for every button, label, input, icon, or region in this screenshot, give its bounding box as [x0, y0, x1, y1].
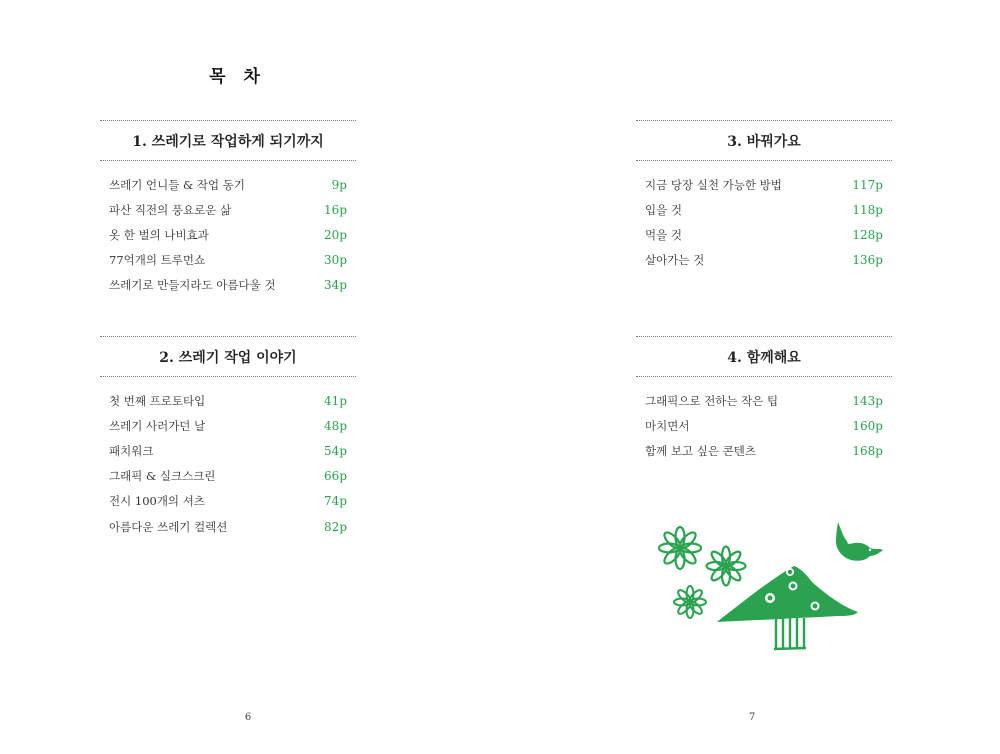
- entry-label: 그래픽 & 실크스크린: [109, 469, 216, 484]
- page-number-left: 6: [244, 712, 252, 723]
- toc-entry[interactable]: [100, 514, 356, 539]
- toc-entries: [100, 172, 356, 298]
- toc-entries: [636, 388, 892, 464]
- toc-entry[interactable]: [636, 222, 892, 247]
- section-title: 1. 쓰레기로 작업하게 되기까지: [100, 120, 356, 161]
- toc-entry[interactable]: [636, 388, 892, 413]
- entry-page: 117p: [852, 177, 883, 192]
- toc-section-3: [636, 120, 892, 273]
- entry-label: 지금 당장 실천 가능한 방법: [645, 177, 782, 192]
- entry-page: 41p: [324, 393, 347, 408]
- entry-page: 160p: [852, 418, 883, 433]
- entry-label: 입을 것: [645, 202, 682, 217]
- entry-page: 54p: [324, 443, 347, 458]
- toc-entries: [636, 172, 892, 273]
- toc-entries: [100, 388, 356, 539]
- toc-entry[interactable]: [100, 489, 356, 514]
- entry-label: 파산 직전의 풍요로운 삶: [109, 202, 232, 217]
- page-title: 목 차: [209, 67, 266, 87]
- entry-label: 77억개의 트루먼쇼: [109, 253, 206, 268]
- entry-page: 168p: [852, 443, 883, 458]
- entry-page: 34p: [324, 278, 347, 293]
- flower-icon: [707, 547, 746, 586]
- entry-label: 첫 번째 프로토타입: [109, 393, 206, 408]
- toc-section-2: [100, 336, 356, 539]
- illustration: [650, 512, 890, 662]
- page-number-right: 7: [748, 712, 756, 723]
- toc-entry[interactable]: [636, 172, 892, 197]
- entry-page: 30p: [324, 253, 347, 268]
- entry-label: 먹을 것: [645, 227, 682, 242]
- entry-label: 아름다운 쓰레기 컬렉션: [109, 519, 228, 534]
- flower-icon: [659, 527, 701, 569]
- entry-page: 118p: [852, 202, 883, 217]
- toc-entry[interactable]: [100, 273, 356, 298]
- flower-icon: [674, 586, 706, 618]
- toc-entry[interactable]: [636, 248, 892, 273]
- entry-page: 20p: [324, 227, 347, 242]
- entry-label: 패치워크: [109, 443, 154, 458]
- toc-section-4: [636, 336, 892, 464]
- entry-page: 9p: [331, 177, 347, 192]
- entry-page: 143p: [852, 393, 883, 408]
- entry-page: 16p: [324, 202, 347, 217]
- entry-page: 128p: [852, 227, 883, 242]
- toc-entry[interactable]: [100, 248, 356, 273]
- entry-label: 살아가는 것: [645, 253, 705, 268]
- toc-entry[interactable]: [100, 222, 356, 247]
- entry-page: 136p: [852, 253, 883, 268]
- toc-entry[interactable]: [636, 197, 892, 222]
- entry-label: 함께 보고 싶은 콘텐츠: [645, 443, 756, 458]
- entry-label: 쓰레기 언니들 & 작업 동기: [109, 177, 245, 192]
- toc-entry[interactable]: [100, 197, 356, 222]
- entry-label: 쓰레기 사러가던 날: [109, 418, 206, 433]
- toc-section-1: [100, 120, 356, 298]
- entry-page: 48p: [324, 418, 347, 433]
- toc-entry[interactable]: [100, 388, 356, 413]
- toc-entry[interactable]: [636, 438, 892, 463]
- toc-entry[interactable]: [100, 464, 356, 489]
- entry-label: 마치면서: [645, 418, 690, 433]
- entry-page: 66p: [324, 469, 347, 484]
- toc-entry[interactable]: [100, 438, 356, 463]
- entry-label: 그래픽으로 전하는 작은 팁: [645, 393, 779, 408]
- entry-label: 쓰레기로 만들지라도 아름다울 것: [109, 278, 276, 293]
- mushroom-icon: [717, 566, 858, 649]
- toc-entry[interactable]: [100, 413, 356, 438]
- toc-entry[interactable]: [100, 172, 356, 197]
- entry-label: 옷 한 벌의 나비효과: [109, 227, 209, 242]
- section-title: 4. 함께해요: [636, 336, 892, 377]
- entry-page: 82p: [324, 519, 347, 534]
- entry-page: 74p: [324, 494, 347, 509]
- section-title: 2. 쓰레기 작업 이야기: [100, 336, 356, 377]
- section-title: 3. 바꿔가요: [636, 120, 892, 161]
- entry-label: 전시 100개의 셔츠: [109, 494, 205, 509]
- toc-entry[interactable]: [636, 413, 892, 438]
- bird-icon: [836, 522, 883, 561]
